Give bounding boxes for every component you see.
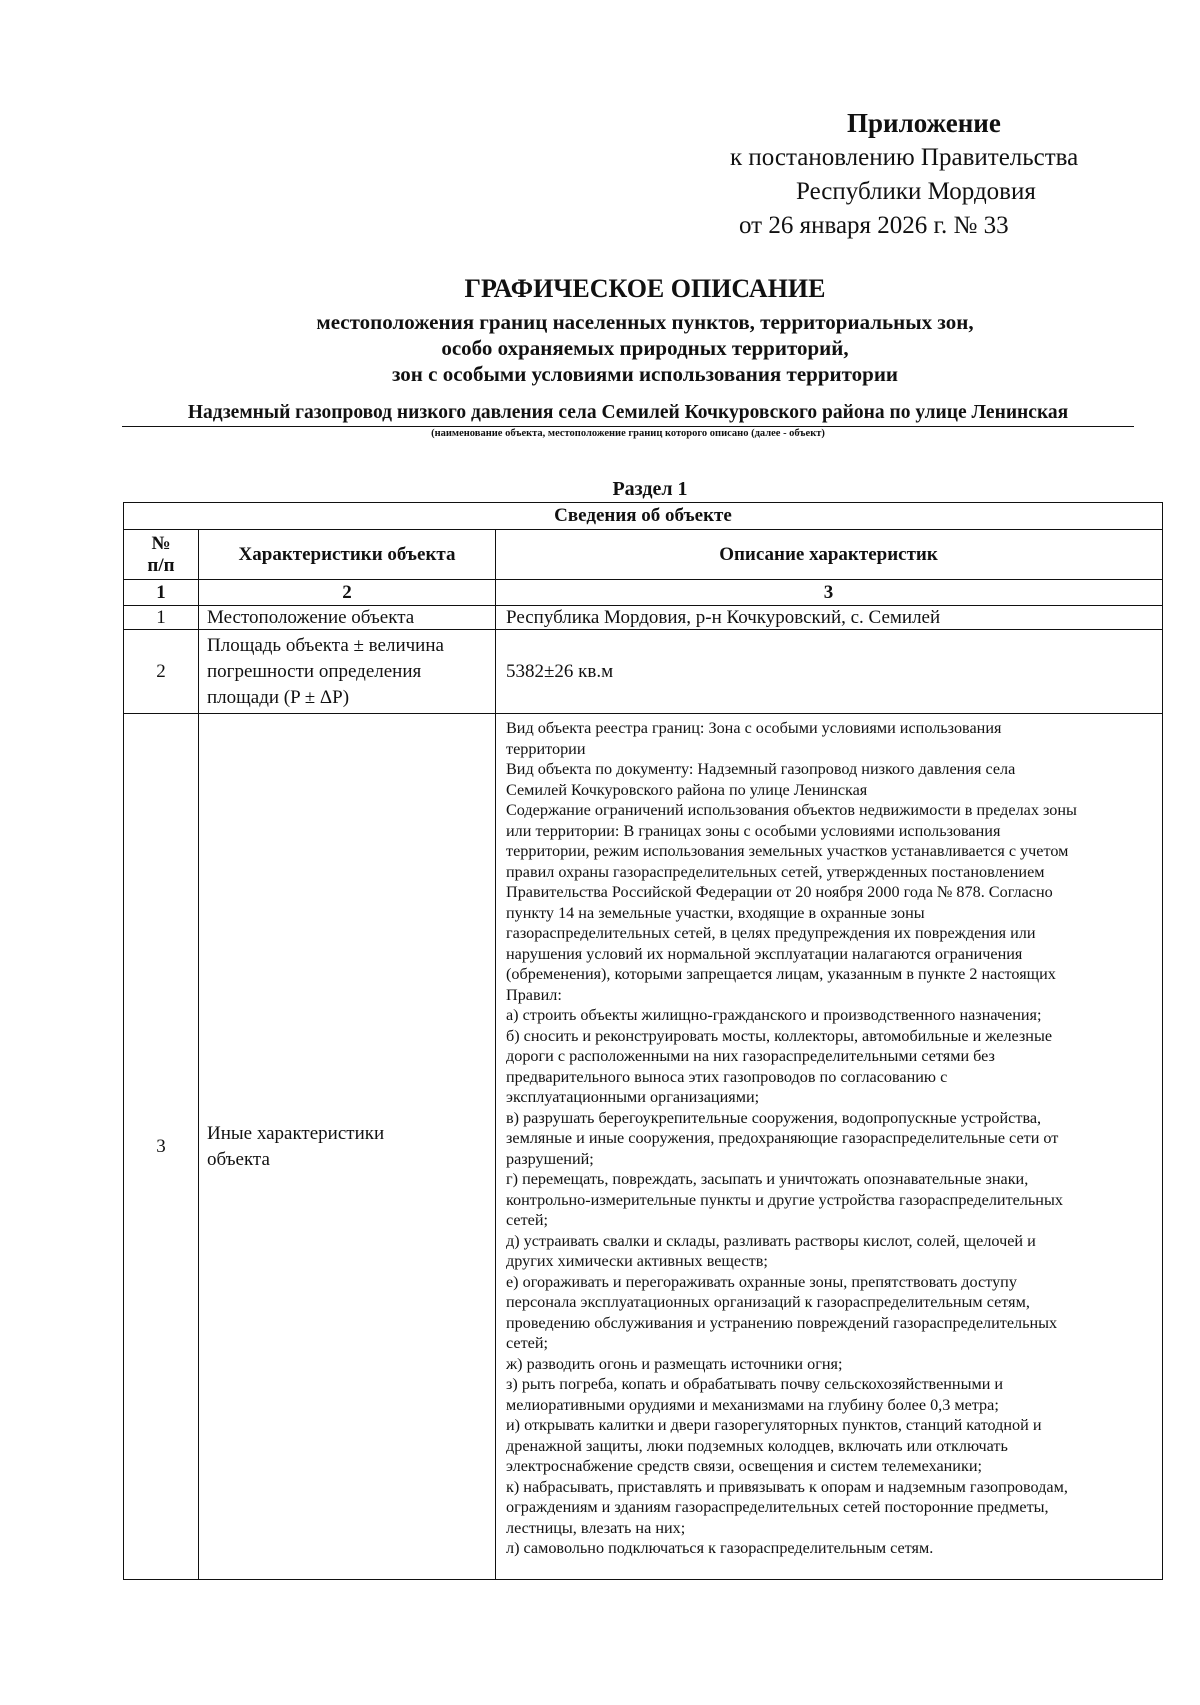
row-3-description-line: Правительства Российской Федерации от 20 ноября 2000 года № 878. Согласно	[506, 883, 1053, 901]
row-3-description-line: правил охраны газораспределительных сетей, утвержденных постановлением	[506, 862, 1045, 881]
header-description: Описание характеристик	[495, 530, 1161, 579]
table-caption-row	[124, 503, 1162, 529]
row-3-description-line: г) перемещать, повреждать, засыпать и уничтожать опознавательные знаки,	[506, 1170, 1029, 1188]
row-3-description-line: Вид объекта по документу: Надземный газопровод низкого давления села	[506, 760, 1016, 778]
row-3-description-line: земляные и иные сооружения, предохраняющие газораспределительные сети от	[506, 1129, 1059, 1147]
table-caption: Сведения об объекте	[554, 505, 732, 526]
row-3-description-line: з) рыть погреба, копать и обрабатывать почву сельскохозяйственными и	[506, 1375, 1004, 1393]
row-3-description-line: сетей;	[506, 1334, 548, 1352]
row-3-description-line: е) огораживать и перегораживать охранные зоны, препятствовать доступу	[506, 1272, 1017, 1291]
row-2-char-line-1: Площадь объекта ± величина	[207, 634, 444, 656]
row-3-description-line: д) устраивать свалки и склады, разливать растворы кислот, солей, щелочей и	[506, 1231, 1036, 1250]
row-3-char-line-2: объекта	[207, 1148, 270, 1170]
row-3-description-line: территории, режим использования земельных участков устанавливается с учетом	[506, 842, 1069, 860]
object-name: Надземный газопровод низкого давления села Семилей Кочкуровского района по улице Ленинская	[122, 400, 1134, 427]
row-3-description-line: мелиоративными орудиями и механизмами на глубину более 0,3 метра;	[506, 1395, 999, 1414]
appendix-title: Приложение	[847, 108, 1001, 138]
row-3-description-line: (обременения), которыми запрещается лицам, указанным в пункте 2 настоящих	[506, 965, 1056, 983]
document-subtitle-3: зон с особыми условиями использования территории	[391, 362, 899, 386]
document-subtitle-2: особо охраняемых природных территорий,	[441, 336, 849, 360]
column-number-row	[124, 579, 1162, 605]
row-3-description-line: ограждениям и зданиям газораспределительных сетей посторонние предметы,	[506, 1498, 1049, 1516]
row-1-description: Республика Мордовия, р-н Кочкуровский, с. Семилей	[495, 606, 1161, 629]
appendix-line-1: к постановлению Правительства	[730, 144, 1079, 171]
table-row	[124, 605, 1162, 629]
appendix-line-2: Республики Мордовия	[796, 178, 1036, 205]
row-3-description-line: дренажной защиты, люки подземных колодцев, включать или отключать	[506, 1436, 1008, 1455]
row-3-description-line: нарушения условий их нормальной эксплуатации налагаются ограничения	[506, 944, 1023, 963]
header-characteristics: Характеристики объекта	[198, 530, 495, 579]
row-3-description-line: дороги с расположенными на них газораспределительными сетями без	[506, 1047, 995, 1065]
row-3-description-line: других химически активных веществ;	[506, 1252, 768, 1270]
row-1-number: 1	[156, 606, 166, 628]
row-3-description-line: и) открывать калитки и двери газорегуляторных пунктов, станций катодной и	[506, 1416, 1042, 1434]
row-3-characteristic	[198, 714, 495, 1579]
row-2-characteristic	[198, 630, 495, 713]
row-3-description-line: контрольно-измерительные пункты и другие устройства газораспределительных	[506, 1190, 1063, 1209]
document-title: ГРАФИЧЕСКОЕ ОПИСАНИЕ	[464, 274, 826, 303]
row-2-description: 5382±26 кв.м	[495, 630, 1161, 713]
column-number-3: 3	[495, 580, 1161, 605]
row-3-description-line: Содержание ограничений использования объектов недвижимости в пределах зоны	[506, 801, 1077, 819]
row-3-description-line: в) разрушать берегоукрепительные сооружения, водопропускные устройства,	[506, 1108, 1042, 1127]
row-1-characteristic: Местоположение объекта	[198, 606, 495, 629]
object-name-note: (наименование объекта, местоположение границ которого описано (далее - объект)	[431, 428, 825, 439]
appendix-line-3: от 26 января 2026 г. № 33	[739, 212, 1009, 239]
row-3-description-line: электроснабжение средств связи, освещения и систем телемеханики;	[506, 1457, 982, 1475]
row-3-description-line: проведению обслуживания и устранению повреждений газораспределительных	[506, 1313, 1058, 1332]
row-3-description-line: территории	[506, 739, 586, 758]
row-3-char-line-1: Иные характеристики	[207, 1122, 385, 1144]
column-number-1: 1	[156, 581, 166, 603]
row-3-description-line: ж) разводить огонь и размещать источники огня;	[506, 1354, 843, 1373]
row-3-description-line: л) самовольно подключаться к газораспределительным сетям.	[506, 1539, 934, 1557]
row-3-description-line: или территории: В границах зоны с особыми условиями использования	[506, 821, 1001, 840]
row-2-char-line-3: площади (P ± ΔP)	[207, 686, 350, 708]
row-3-description-line: Семилей Кочкуровского района по улице Ленинская	[506, 780, 868, 799]
row-3-description-line: разрушений;	[506, 1149, 594, 1168]
row-3-description-line: предварительного выноса этих газопроводов по согласованию с	[506, 1067, 948, 1086]
row-3-description-line: а) строить объекты жилищно-гражданского и производственного назначения;	[506, 1006, 1042, 1024]
row-3-description-line: б) сносить и реконструировать мосты, коллекторы, автомобильные и железные	[506, 1026, 1053, 1045]
header-num-line-1: №	[151, 532, 171, 554]
header-num-line-2: п/п	[147, 554, 175, 576]
header-num	[124, 530, 198, 579]
row-2-number: 2	[156, 660, 166, 682]
column-number-2: 2	[198, 580, 495, 605]
row-3-description-line: пункту 14 на земельные участки, входящие в охранные зоны	[506, 903, 925, 922]
section-heading: Раздел 1	[612, 478, 688, 500]
document-subtitle-1: местоположения границ населенных пунктов, территориальных зон,	[316, 310, 974, 334]
row-3-description-line: эксплуатационными организациями;	[506, 1088, 760, 1106]
object-info-table	[123, 502, 1163, 1580]
row-3-description-line: Правил:	[506, 985, 562, 1004]
row-3-description-line: газораспределительных сетей, в целях предупреждения их повреждения или	[506, 924, 1036, 942]
row-3-number: 3	[156, 1135, 166, 1157]
row-3-description-line: Вид объекта реестра границ: Зона с особыми условиями использования	[506, 719, 1002, 737]
table-row	[124, 629, 1162, 713]
table-header-row	[124, 529, 1162, 579]
row-3-description-line: к) набрасывать, приставлять и привязывать к опорам и надземным газопроводам,	[506, 1477, 1068, 1496]
row-3-description-line: персонала эксплуатационных организаций к газораспределительным сетям,	[506, 1293, 1030, 1311]
row-3-description-line: лестницы, влезать на них;	[506, 1518, 686, 1537]
row-3-description	[495, 714, 1161, 1579]
row-3-description-line: сетей;	[506, 1211, 548, 1229]
table-row	[124, 713, 1162, 1579]
row-2-char-line-2: погрешности определения	[207, 660, 422, 682]
